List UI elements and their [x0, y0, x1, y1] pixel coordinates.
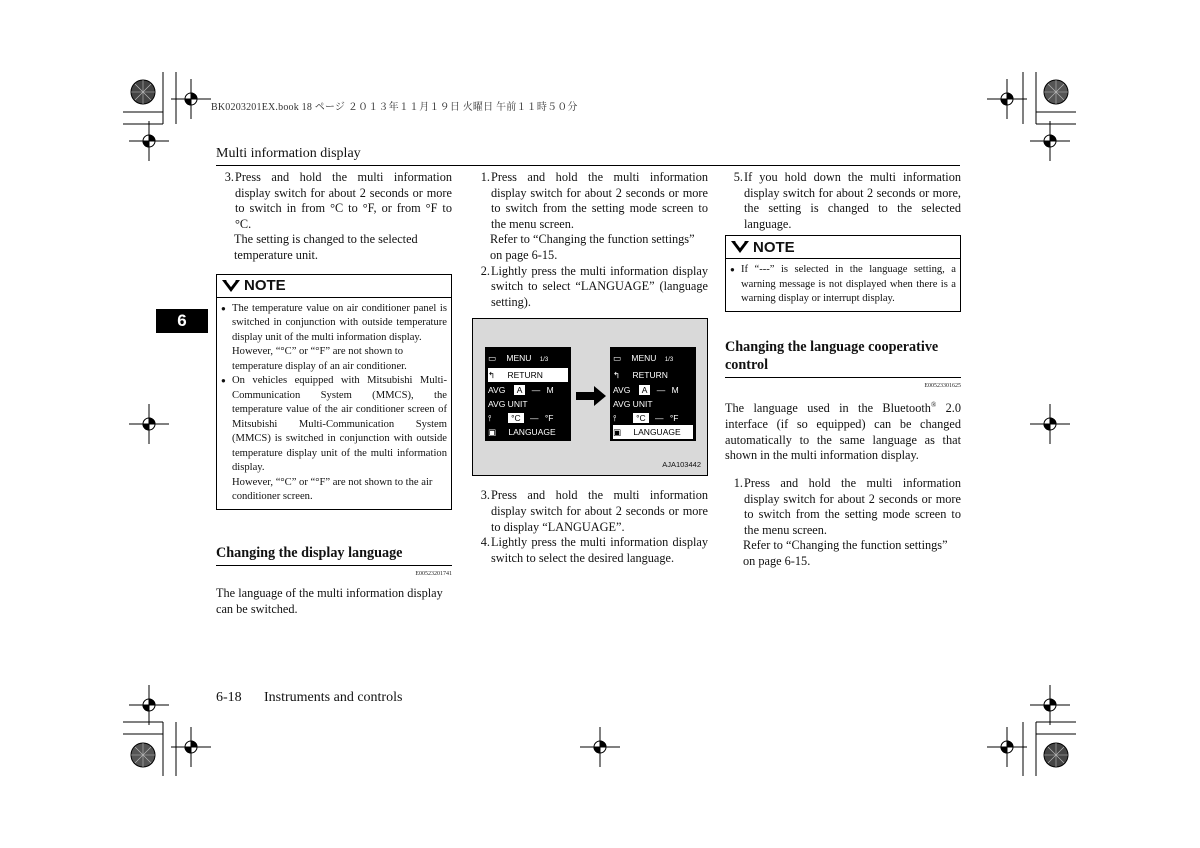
avg-dash: — — [531, 385, 541, 396]
subsection-heading: Changing the display language — [216, 544, 403, 561]
page-number: 6-18 — [216, 690, 242, 705]
avg-unit-label: AVG UNIT — [613, 399, 653, 410]
step-number: 1. — [733, 475, 743, 490]
temp-c-option: °C — [508, 413, 524, 423]
step-2 — [472, 264, 708, 311]
step-4 — [472, 535, 708, 566]
note-text: On vehicles equipped with Mitsubishi Multi-Communication System (MMCS), the temperature value of the air conditioner screen of Mitsubishi Multi-Communication System (MMCS) is switched in conjunction with outside temperature display unit of the multi information display. — [232, 375, 447, 474]
paragraph-part: 2.0 interface (if so equipped) can be changed automatically to the same language as that shown in the multi information display. — [725, 401, 961, 463]
menu-row — [613, 351, 693, 365]
step-number: 3. — [480, 488, 490, 503]
subsection-heading: Changing the language cooperative control — [725, 338, 939, 373]
language-icon: ▣ — [613, 427, 622, 438]
step-number: 1. — [480, 170, 490, 184]
note-header — [217, 275, 451, 298]
avg-row — [488, 383, 568, 397]
temp-row — [613, 411, 693, 425]
temp-row — [488, 411, 568, 425]
note-bullet — [221, 374, 447, 476]
subsection-rule — [216, 565, 452, 566]
language-label: LANGUAGE — [633, 427, 681, 438]
display-screen-before — [485, 347, 571, 441]
toolbox-icon: ▭ — [488, 353, 497, 364]
temp-dash: — — [530, 413, 539, 424]
note-header — [726, 236, 960, 259]
avg-m-option: M — [546, 385, 554, 396]
note-box — [216, 274, 452, 510]
menu-label: MENU — [631, 353, 657, 364]
bullet-icon: ● — [730, 265, 735, 275]
chapter-tab: 6 — [156, 309, 208, 333]
note-label: NOTE — [753, 238, 795, 256]
book-file-info: BK0203201EX.book 18 ページ ２０１３年１１月１９日 火曜日 午前１１時５０分 — [211, 102, 578, 113]
step-3 — [216, 170, 452, 232]
step-text: If you hold down the multi information display switch for about 2 seconds or more, the setting is changed to the selected language. — [744, 170, 961, 231]
return-arrow-icon: ↰ — [488, 370, 496, 381]
language-icon: ▣ — [488, 427, 497, 438]
step-text: Press and hold the multi information display switch for about 2 seconds or more to display “LANGUAGE”. — [491, 488, 708, 534]
temp-f-option: °F — [544, 413, 554, 424]
temp-f-option: °F — [669, 413, 679, 424]
step-text: Press and hold the multi information display switch for about 2 seconds or more to switch from the setting mode screen to the menu screen. — [744, 475, 961, 537]
subsection — [216, 544, 452, 618]
step-subtext: Refer to “Changing the function settings” on page 6-15. — [743, 538, 948, 568]
avg-label: AVG — [488, 385, 506, 396]
temp-dash: — — [655, 413, 664, 424]
subsection — [725, 338, 961, 570]
menu-label: MENU — [506, 353, 532, 364]
return-row — [613, 368, 693, 382]
registered-mark: ® — [930, 401, 937, 410]
avg-dash: — — [656, 385, 666, 396]
step-subtext: The setting is changed to the selected temperature unit. — [234, 232, 418, 262]
note-label: NOTE — [244, 276, 286, 294]
menu-illustration — [472, 318, 708, 476]
step-number: 5. — [733, 170, 743, 184]
return-label: RETURN — [507, 370, 543, 381]
note-subtext: However, “°C” or “°F” are not shown to the air conditioner screen. — [232, 476, 433, 503]
paragraph: The language of the multi information display can be switched. — [216, 586, 443, 616]
step-number: 4. — [480, 535, 490, 550]
avg-unit-label: AVG UNIT — [488, 399, 528, 410]
thermometer-icon: ⫯ — [488, 413, 492, 424]
subsection-rule — [725, 377, 961, 378]
step-3 — [472, 488, 708, 535]
return-row — [488, 368, 568, 382]
display-screen-after — [610, 347, 696, 441]
avg-unit-row — [613, 397, 693, 411]
note-subtext: However, “°C” or “°F” are not shown to temperature display of an air conditioner. — [232, 346, 407, 372]
note-bullet — [730, 263, 956, 307]
note-body — [726, 259, 960, 311]
column-1 — [216, 170, 452, 617]
temp-c-option: °C — [633, 413, 649, 423]
return-arrow-icon: ↰ — [613, 370, 621, 381]
thermometer-icon: ⫯ — [613, 413, 617, 424]
step-5 — [725, 170, 961, 232]
avg-a-option: A — [514, 385, 526, 395]
return-label: RETURN — [632, 370, 668, 381]
avg-label: AVG — [613, 385, 631, 396]
paragraph-part: The language used in the Bluetooth — [725, 401, 931, 416]
step-subtext: Refer to “Changing the function settings” on page 6-15. — [490, 232, 695, 262]
bullet-icon: ● — [221, 303, 226, 313]
step-text: Lightly press the multi information display switch to select “LANGUAGE” (language setting). — [491, 263, 708, 309]
avg-m-option: M — [671, 385, 679, 396]
step-text: Press and hold the multi information display switch for about 2 seconds or more to switch from the setting mode screen to the menu screen. — [491, 170, 708, 231]
avg-unit-row — [488, 397, 568, 411]
column-2 — [472, 170, 708, 566]
note-icon — [221, 278, 241, 294]
subsection-code: E00523301625 — [924, 382, 961, 389]
step-1 — [472, 170, 708, 232]
note-box — [725, 235, 961, 312]
arrow-right-icon — [576, 386, 606, 406]
step-text: Lightly press the multi information display switch to select the desired language. — [491, 535, 708, 565]
avg-row — [613, 383, 693, 397]
header-rule — [216, 165, 960, 166]
avg-a-option: A — [639, 385, 651, 395]
step-number: 3. — [224, 170, 234, 184]
language-row-selected — [613, 425, 693, 439]
note-icon — [730, 239, 750, 255]
page-indicator: 1/3 — [539, 357, 549, 364]
column-3 — [725, 170, 961, 570]
toolbox-icon: ▭ — [613, 353, 622, 364]
note-text: The temperature value on air conditioner panel is switched in conjunction with outside temperature display unit of the multi information display. — [232, 302, 447, 343]
bullet-icon: ● — [221, 376, 226, 386]
subsection-code: E00523201741 — [415, 570, 452, 577]
step-number: 2. — [480, 263, 490, 278]
page-section-title: Multi information display — [216, 146, 361, 161]
note-text: If “---” is selected in the language setting, a warning message is not displayed when there is a warning display or interrupt display. — [741, 264, 956, 305]
menu-row — [488, 351, 568, 365]
figure-code: AJA103442 — [662, 459, 701, 469]
note-bullet — [221, 302, 447, 346]
language-label: LANGUAGE — [508, 427, 556, 438]
step-1 — [725, 476, 961, 538]
paragraph — [725, 398, 961, 463]
steps-after-figure — [472, 488, 708, 566]
footer-section: Instruments and controls — [264, 690, 403, 705]
page-indicator: 1/3 — [664, 357, 674, 364]
step-text: Press and hold the multi information display switch for about 2 seconds or more to switch in from °C to °F, or from °F to °C. — [235, 170, 452, 231]
language-row — [488, 425, 568, 439]
note-body — [217, 298, 451, 509]
